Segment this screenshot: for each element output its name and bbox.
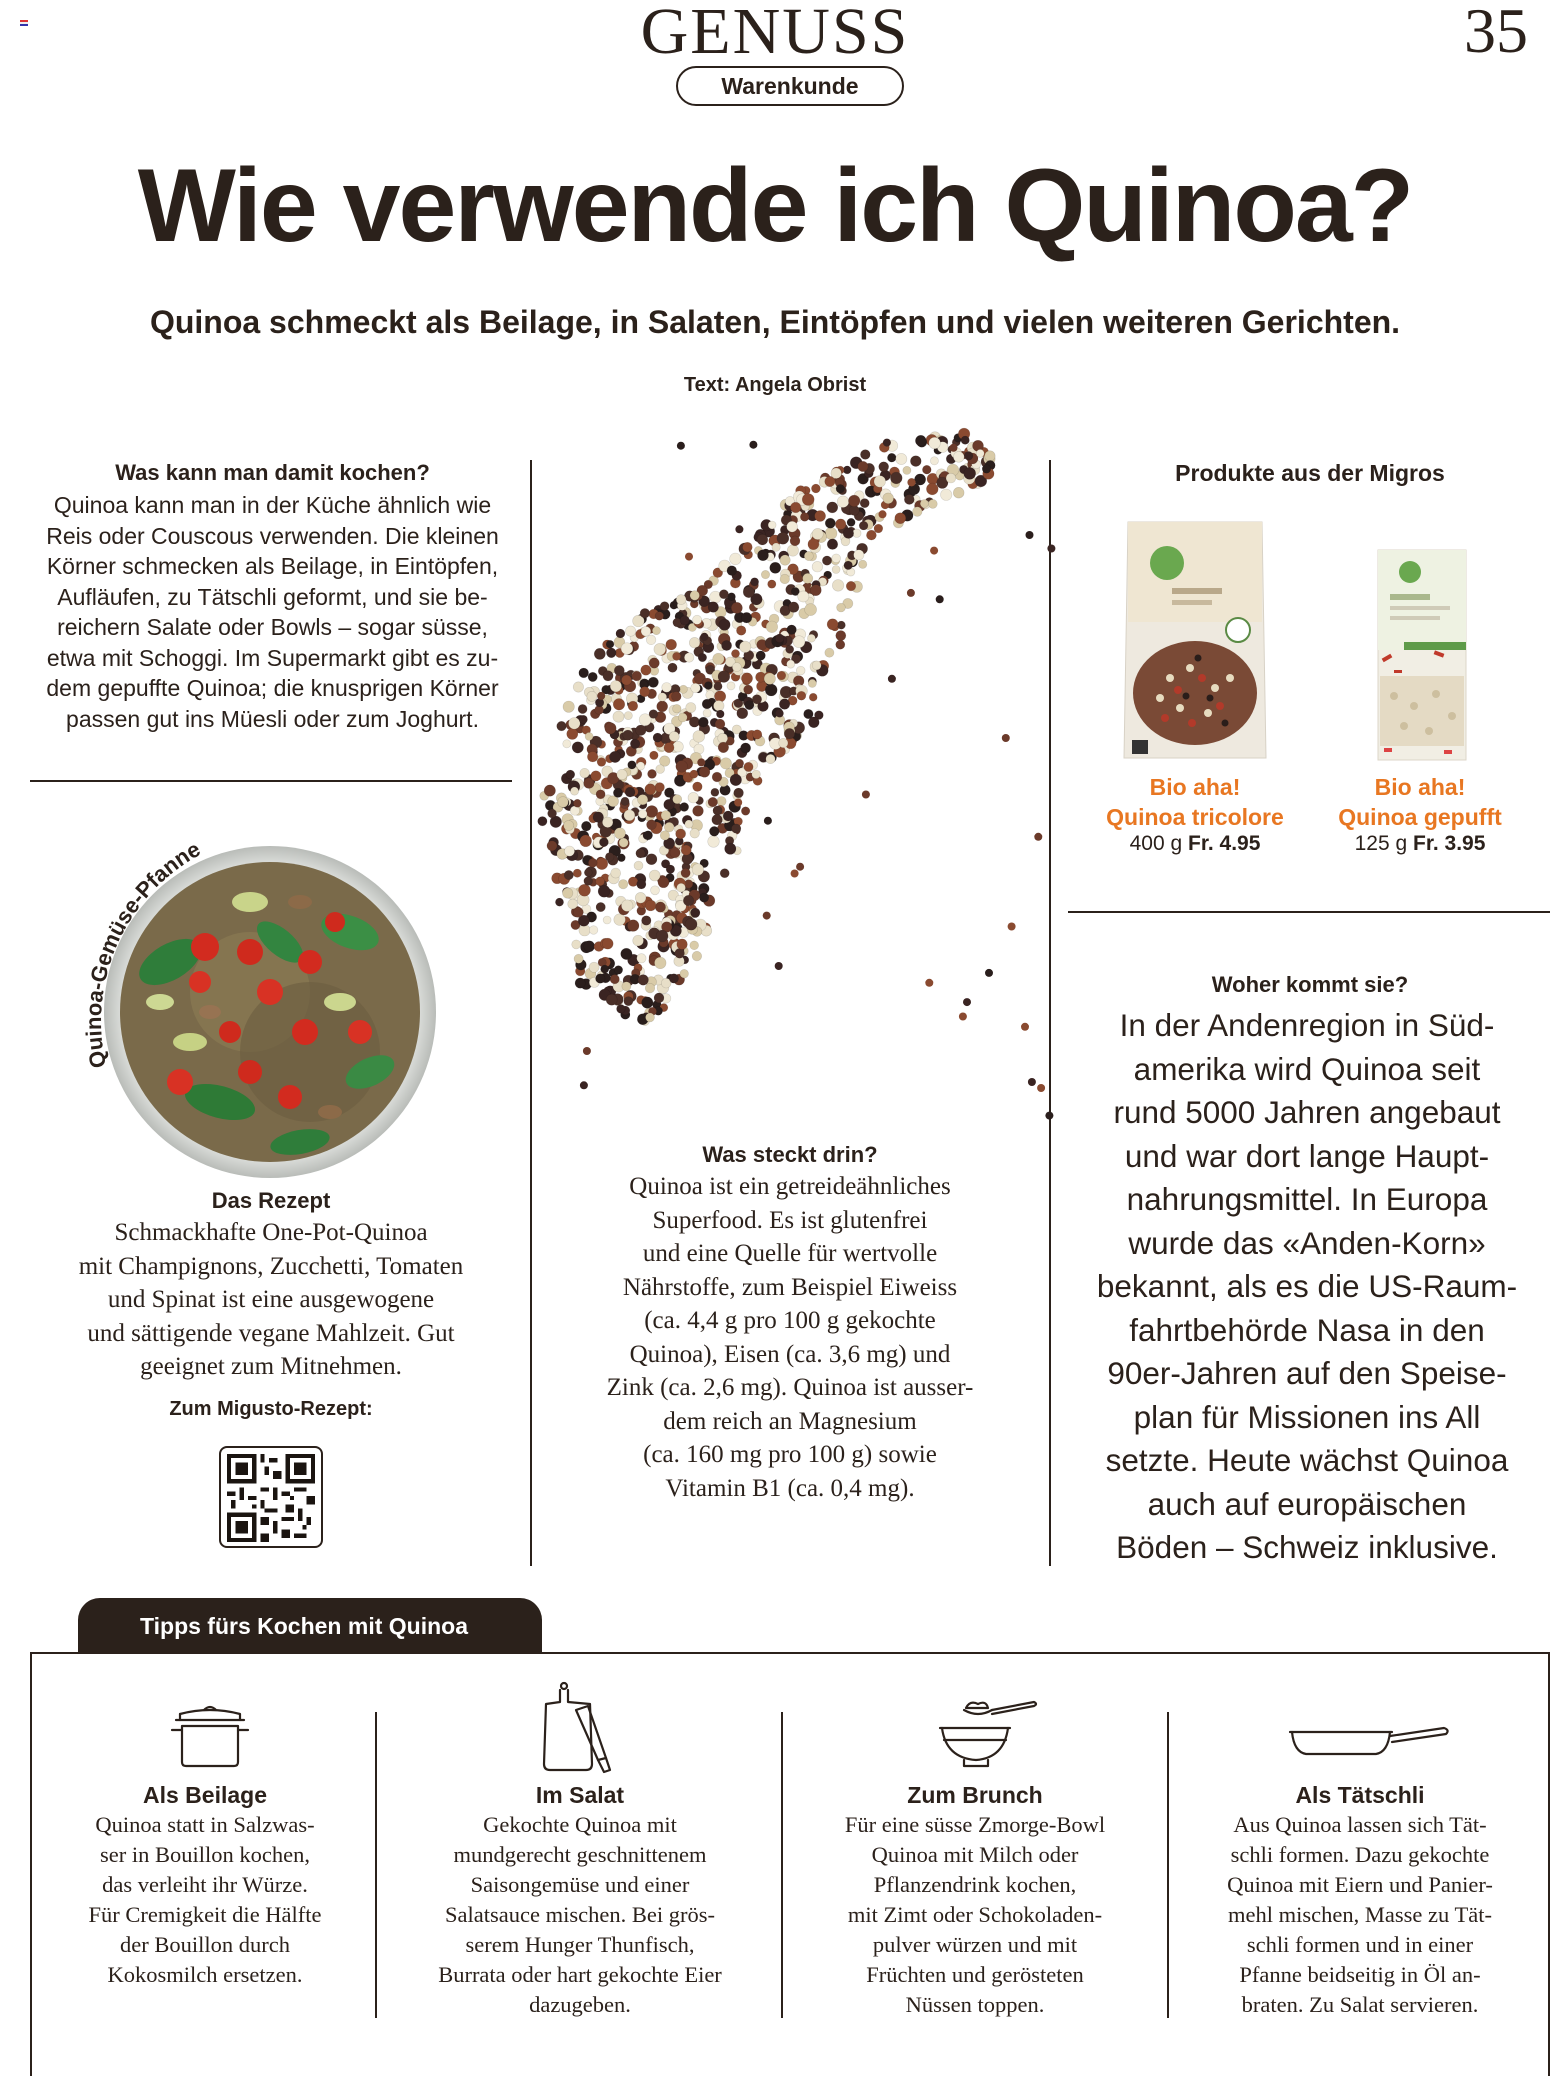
tip-heading: Als Beilage bbox=[143, 1782, 267, 1808]
author-credit: Text: Angela Obrist bbox=[683, 374, 867, 396]
tips-divider bbox=[781, 1712, 783, 2018]
product-name: Quinoa gepufft bbox=[1338, 804, 1502, 830]
product-image-gepufft[interactable] bbox=[1374, 546, 1470, 764]
tip-heading: Im Salat bbox=[535, 1782, 625, 1808]
tip-heading: Zum Brunch bbox=[907, 1782, 1043, 1808]
recipe-link-label: Zum Migusto-Rezept: bbox=[169, 1398, 373, 1420]
tip-text: Quinoa statt in Salzwas- ser in Bouillon kochen, das verleiht ihr Würze. Für Cremigkeit die Hälfte der Bouillon durch Kokosmilch ersetzen. bbox=[88, 1812, 322, 1987]
tip-text: Für eine süsse Zmorge-Bowl Quinoa mit Milch oder Pflanzendrink kochen, mit Zimt oder Schokoladen- pulver würzen und mit Früchten und gerösteten Nüssen toppen. bbox=[844, 1812, 1106, 2017]
product-image-tricolore[interactable] bbox=[1120, 518, 1270, 763]
product-price: 400 g Fr. 4.95 bbox=[1129, 832, 1261, 855]
cooking-heading: Was kann man damit kochen? bbox=[115, 460, 430, 485]
nutrition-text: Quinoa ist ein getreideähnliches Superfood. Es ist glutenfrei und eine Quelle für wertvolle Nährstoffe, zum Beispiel Eiweiss (ca. 4,4 g pro 100 g gekochte Quinoa), Eisen (ca. 3,6 mg) und Zink (ca. 2,6 mg). Quinoa ist ausser- dem reich an Magnesium (ca. 160 mg pro 100 g) sowie Vitamin B1 (ca. 0,4 mg). bbox=[606, 1173, 974, 1502]
recipe-text: Schmackhafte One-Pot-Quinoa mit Champignons, Zucchetti, Tomaten und Spinat ist eine ausgewogene und sättigende vegane Mahlzeit. Gut geeignet zum Mitnehmen. bbox=[78, 1219, 464, 1380]
qr-code-icon bbox=[227, 1454, 315, 1542]
origin-heading: Woher kommt sie? bbox=[1211, 972, 1409, 997]
svg-text:Quinoa-Gemüse-Pfanne: Quinoa-Gemüse-Pfanne bbox=[80, 836, 205, 1071]
cooking-text: Quinoa kann man in der Küche ähnlich wie Reis oder Couscous verwenden. Die kleinen Körner schmecken als Beilage, in Eintöpfen, Aufläufen, zu Tätschli geformt, und sie be- reichern Salate oder Bowls – sogar süsse, etwa mit Schoggi. Im Supermarkt gibt es zu- dem gepuffte Quinoa; die knusprigen Körner passen gut ins Müesli oder zum Joghurt. bbox=[46, 492, 499, 732]
category-pill: Warenkunde bbox=[676, 66, 904, 106]
page-title: Wie verwende ich Quinoa? bbox=[137, 148, 1413, 264]
product-brand: Bio aha! bbox=[1149, 774, 1241, 800]
page-number: 35 bbox=[1464, 0, 1528, 66]
product-price: 125 g Fr. 3.95 bbox=[1354, 832, 1486, 855]
tip-text: Gekochte Quinoa mit mundgerecht geschnittenem Saisongemüse und einer Salatsauce mischen. Bei grös- serem Hunger Thunfisch, Burrata oder hart gekochte Eier dazugeben. bbox=[438, 1812, 722, 2017]
cutting-board-knife-icon bbox=[538, 1680, 624, 1776]
tip-heading: Als Tätschli bbox=[1295, 1782, 1425, 1808]
product-name: Quinoa tricolore bbox=[1106, 804, 1284, 830]
recipe-heading: Das Rezept bbox=[211, 1188, 331, 1213]
product-gepufft[interactable] bbox=[1310, 772, 1530, 856]
product-brand: Bio aha! bbox=[1374, 774, 1466, 800]
tips-divider bbox=[375, 1712, 377, 2018]
origin-text: In der Andenregion in Süd- amerika wird Quinoa seit rund 5000 Jahren angebaut und war dort lange Haupt- nahrungsmittel. In Europa wurde das «Anden-Korn» bekannt, als es die US-Raum- fahrtbehörde Nasa in den 90er-Jahren auf den Speise- plan für Missionen ins All setzte. Heute wächst Quinoa auch auf europäischen Böden – Schweiz inklusive. bbox=[1096, 1007, 1518, 1565]
tips-divider bbox=[1167, 1712, 1169, 2018]
section-title: GENUSS bbox=[640, 0, 910, 68]
quinoa-grains-photo bbox=[500, 410, 1080, 1130]
tip-text: Aus Quinoa lassen sich Tät- schli formen. Dazu gekochte Quinoa mit Eiern und Panier- mehl mischen, Masse zu Tät- schli formen und in einer Pfanne beidseitig in Öl an- braten. Zu Salat servieren. bbox=[1227, 1812, 1493, 2017]
products-heading: Produkte aus der Migros bbox=[1175, 460, 1445, 486]
tips-tab: Tipps fürs Kochen mit Quinoa bbox=[78, 1598, 542, 1652]
frying-pan-icon bbox=[1288, 1726, 1452, 1766]
recipe-image-label bbox=[40, 800, 280, 1140]
divider bbox=[1068, 911, 1550, 913]
bowl-spoon-icon bbox=[934, 1696, 1040, 1768]
page-subtitle: Quinoa schmeckt als Beilage, in Salaten, Eintöpfen und vielen weiteren Gerichten. bbox=[149, 304, 1401, 340]
nutrition-heading: Was steckt drin? bbox=[702, 1142, 878, 1167]
qr-code[interactable] bbox=[219, 1446, 323, 1548]
product-tricolore[interactable] bbox=[1080, 772, 1310, 856]
pot-icon bbox=[168, 1700, 252, 1770]
divider bbox=[30, 780, 512, 782]
